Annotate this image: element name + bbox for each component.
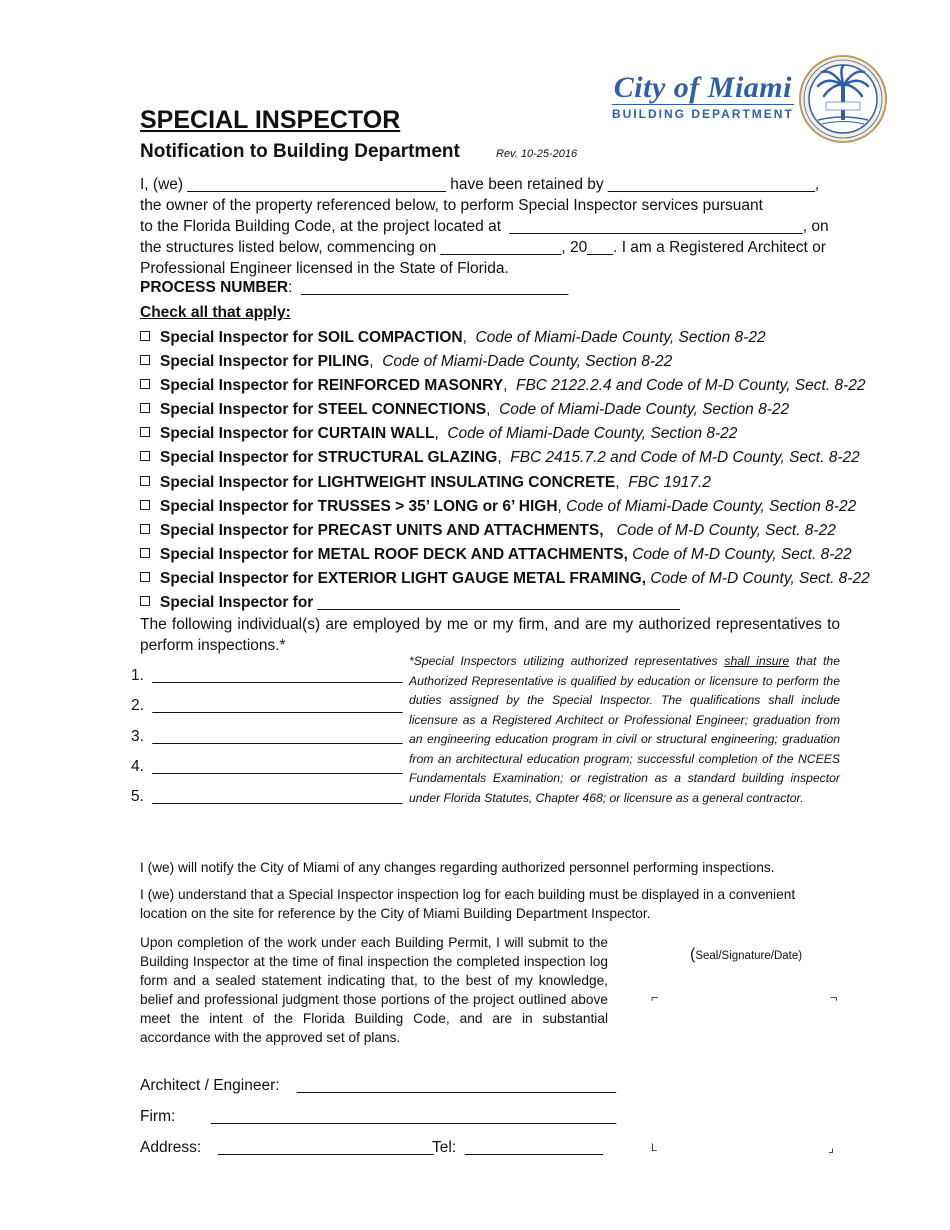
representatives-list	[131, 664, 403, 815]
representatives-statement: The following individual(s) are employed by me or my firm, and are my authorized representatives to perform inspections.*	[140, 616, 840, 654]
footnote-text: *Special Inspectors utilizing authorized representatives	[409, 654, 725, 668]
checklist-item-other[interactable]	[140, 592, 860, 616]
checklist-citation: Code of Miami-Dade County, Section 8-22	[499, 401, 790, 419]
separator: ,	[434, 425, 448, 443]
checklist-item-metal-roof-deck[interactable]	[140, 544, 860, 568]
checklist-label: Special Inspector for REINFORCED MASONRY	[160, 377, 504, 395]
intro-line-3[interactable]: to the Florida Building Code, at the project located at __________________________________, on	[140, 218, 829, 235]
page-title: SPECIAL INSPECTOR	[140, 106, 401, 134]
separator: ,	[557, 497, 567, 515]
checklist-citation: Code of M-D County, Sect. 8-22	[632, 545, 852, 563]
separator: ,	[486, 401, 500, 419]
checklist-citation: FBC 2122.2.4 and Code of M-D County, Sect. 8-22	[515, 377, 866, 395]
checklist-item-precast-units[interactable]	[140, 520, 860, 544]
checklist-label: Special Inspector for	[160, 594, 314, 612]
checkbox[interactable]	[140, 427, 150, 437]
checklist-heading: Check all that apply:	[140, 304, 291, 321]
checkbox[interactable]	[140, 451, 150, 461]
checkbox[interactable]	[140, 476, 150, 486]
checkbox[interactable]	[140, 331, 150, 341]
firm-field[interactable]	[140, 1108, 617, 1126]
address-label: Address:	[140, 1139, 202, 1156]
inspection-log-statement: I (we) understand that a Special Inspector inspection log for each building must be displayed in a convenient location on the site for reference by the City of Miami Building Department Inspector.	[140, 887, 796, 921]
checklist-label: Special Inspector for PRECAST UNITS AND ATTACHMENTS,	[160, 521, 604, 539]
representative-line-5[interactable]: 5. _____________________________	[131, 788, 403, 806]
separator: ,	[462, 329, 476, 346]
tel-field[interactable]	[432, 1139, 603, 1157]
tel-line[interactable]: ________________	[465, 1139, 603, 1156]
seal-signature-label	[690, 946, 802, 964]
completion-statement: Upon completion of the work under each Building Permit, I will submit to the Building Inspector at the time of final inspection the completed inspection log form and a sealed statement indicating that, to the best of my knowledge, belief and professional judgment those portions of the project outlined above meet the intent of the Florida Building Code, and are in substantial accordance with the approved set of plans.	[140, 935, 608, 1045]
separator: ,	[503, 377, 516, 395]
address-field[interactable]	[140, 1139, 434, 1157]
separator: ,	[497, 449, 511, 467]
checklist-citation: Code of M-D County, Sect. 8-22	[616, 521, 836, 539]
footnote-text-rest: that the Authorized Representative is qualified by education or licensure to perform the duties assigned by the Special Inspector. The qualifications shall include licensure as a Registered Architect or Professional Engineer; graduation from an engineering education program in civil or structural engineering; graduation from an architectural education program; successful completion of the NCEES Fundamentals Examination; or registration as a standard building inspector under Florida Statutes, Chapter 468; or licensure as a general contractor.	[409, 654, 840, 805]
process-number-line[interactable]: : _______________________________	[288, 279, 569, 296]
checklist-item-soil-compaction[interactable]	[140, 327, 860, 351]
checklist-label: Special Inspector for STRUCTURAL GLAZING	[160, 449, 498, 467]
page-subtitle: Notification to Building Department	[140, 141, 460, 162]
checklist-label: Special Inspector for TRUSSES > 35’ LONG or 6’ HIGH	[160, 497, 558, 515]
intro-line-4[interactable]: the structures listed below, commencing on ______________, 20___. I am a Registered Architect or	[140, 239, 826, 256]
intro-line-5: Professional Engineer licensed in the State of Florida.	[140, 260, 509, 277]
notify-statement: I (we) will notify the City of Miami of any changes regarding authorized personnel performing inspections.	[140, 860, 775, 875]
inspection-type-checklist	[140, 327, 870, 616]
checklist-label: Special Inspector for EXTERIOR LIGHT GAUGE METAL FRAMING,	[160, 569, 646, 587]
intro-line-2: the owner of the property referenced below, to perform Special Inspector services pursuant	[140, 197, 763, 214]
tel-label: Tel:	[432, 1139, 457, 1156]
checklist-item-reinforced-masonry[interactable]	[140, 375, 866, 399]
architect-engineer-field[interactable]	[140, 1077, 616, 1095]
checkbox[interactable]	[140, 500, 150, 510]
representative-line-3[interactable]: 3. _____________________________	[131, 727, 403, 745]
checklist-label: Special Inspector for CURTAIN WALL	[160, 425, 435, 443]
qualifications-footnote	[409, 652, 840, 808]
process-number-label: PROCESS NUMBER	[140, 279, 289, 296]
architect-label: Architect / Engineer:	[140, 1077, 280, 1094]
seal-label-text: Seal/Signature/Date)	[695, 950, 803, 962]
checkbox[interactable]	[140, 596, 150, 606]
address-line[interactable]: _________________________	[218, 1139, 434, 1156]
separator	[604, 522, 617, 539]
checklist-citation: Code of Miami-Dade County, Section 8-22	[475, 329, 766, 346]
checkbox[interactable]	[140, 355, 150, 365]
firm-line[interactable]: _______________________________________________	[211, 1108, 617, 1125]
checkbox[interactable]	[140, 548, 150, 558]
checklist-item-steel-connections[interactable]	[140, 399, 860, 423]
seal-box-corner-tl: ⌐	[651, 990, 659, 1005]
seal-box-corner-br: ⌟	[828, 1140, 835, 1155]
logo-subtitle: BUILDING DEPARTMENT	[612, 104, 794, 121]
checkbox[interactable]	[140, 524, 150, 534]
checkbox[interactable]	[140, 403, 150, 413]
representative-line-4[interactable]: 4. _____________________________	[131, 757, 403, 775]
checklist-label: Special Inspector for SOIL COMPACTION	[160, 329, 463, 346]
checklist-label: Special Inspector for METAL ROOF DECK AND ATTACHMENTS,	[160, 545, 628, 563]
open-paren: (	[690, 946, 696, 963]
checklist-item-curtain-wall[interactable]	[140, 423, 860, 447]
checklist-label: Special Inspector for STEEL CONNECTIONS	[160, 401, 487, 419]
checklist-item-light-gauge-framing[interactable]	[140, 568, 870, 592]
checklist-citation: Code of M-D County, Sect. 8-22	[650, 569, 870, 587]
checkbox[interactable]	[140, 379, 150, 389]
separator: ,	[615, 473, 629, 491]
architect-line[interactable]: _____________________________________	[297, 1077, 616, 1094]
checklist-item-piling[interactable]	[140, 351, 860, 375]
seal-box-corner-bl: L	[651, 1142, 658, 1154]
firm-label: Firm:	[140, 1108, 176, 1125]
checklist-label: Special Inspector for PILING	[160, 353, 370, 371]
checklist-item-structural-glazing[interactable]	[140, 447, 860, 471]
intro-paragraph	[140, 174, 840, 279]
representative-line-1[interactable]: 1. _____________________________	[131, 667, 403, 684]
intro-line-1[interactable]: I, (we) ______________________________ have been retained by ________________________,	[140, 176, 820, 193]
checklist-citation: FBC 2415.7.2 and Code of M-D County, Sect. 8-22	[510, 449, 860, 467]
city-seal-icon	[798, 54, 888, 144]
checklist-citation: Code of Miami-Dade County, Section 8-22	[566, 497, 857, 515]
checklist-label: Special Inspector for LIGHTWEIGHT INSULATING CONCRETE	[160, 473, 616, 491]
other-inspection-line[interactable]: __________________________________________	[317, 594, 680, 612]
representative-line-2[interactable]: 2. _____________________________	[131, 697, 403, 715]
logo-title: City of Miami	[613, 71, 792, 104]
revision-date: Rev. 10-25-2016	[496, 148, 578, 160]
checklist-item-lightweight-concrete[interactable]	[140, 472, 860, 496]
checklist-citation: FBC 1917.2	[628, 473, 711, 491]
checklist-item-trusses[interactable]	[140, 496, 860, 520]
checklist-citation: Code of Miami-Dade County, Section 8-22	[382, 353, 673, 371]
city-of-miami-logo	[612, 72, 794, 121]
seal-box-corner-tr: ¬	[830, 990, 838, 1005]
process-number-field[interactable]	[140, 279, 568, 297]
footnote-emphasis: shall insure	[724, 654, 790, 668]
checkbox[interactable]	[140, 572, 150, 582]
checklist-citation: Code of Miami-Dade County, Section 8-22	[447, 425, 738, 443]
separator: ,	[369, 353, 383, 371]
